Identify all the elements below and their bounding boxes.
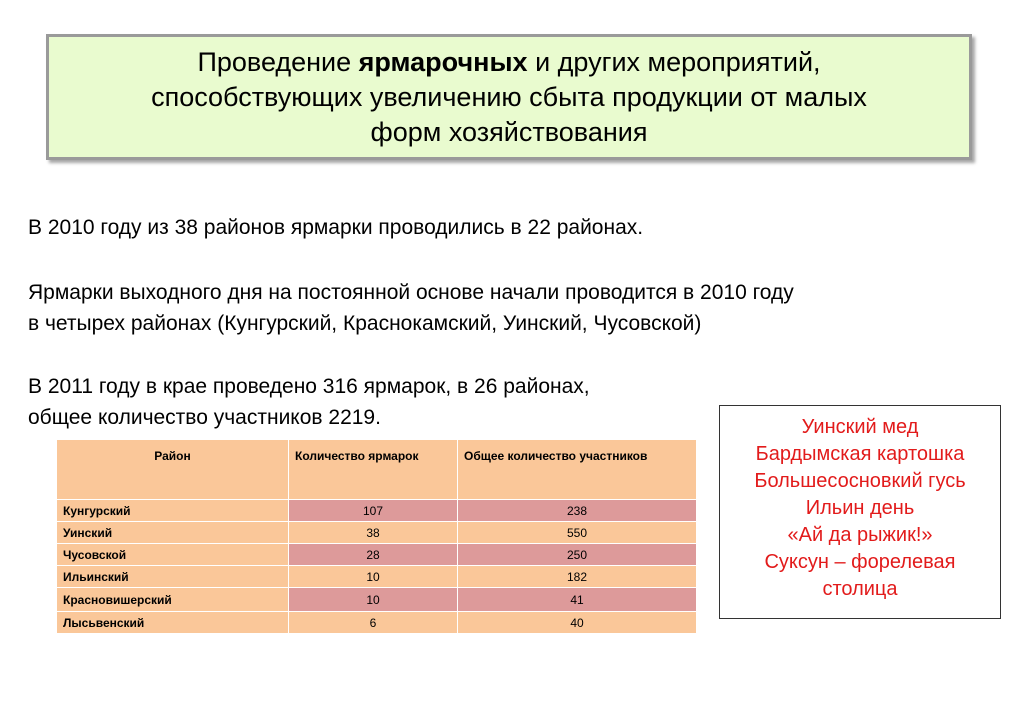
product-item: Большесосновкий гусь	[754, 470, 966, 492]
title-line-3: форм хозяйствования	[370, 116, 648, 147]
column-header-district: Район	[57, 440, 289, 500]
title-emphasis: ярмарочных	[358, 46, 528, 77]
table-row	[57, 522, 697, 544]
fairs-count-cell: 38	[289, 522, 458, 544]
product-item: Суксун – форелевая	[764, 551, 956, 573]
title-line-2: способствующих увеличению сбыта продукции от малых	[151, 81, 867, 112]
title-text: и других мероприятий,	[527, 46, 821, 77]
district-cell: Лысьвенский	[57, 612, 289, 634]
local-products-box	[719, 405, 1001, 619]
fairs-count-cell: 107	[289, 500, 458, 522]
paragraph-2011-fairs-line-1: В 2011 году в крае проведено 316 ярмарок, в 26 районах,	[28, 375, 590, 398]
participants-cell: 40	[458, 612, 697, 634]
column-header-participants: Общее количество участников	[458, 440, 697, 500]
product-item: Ильин день	[805, 497, 915, 519]
product-item: столица	[822, 578, 898, 600]
title-text: Проведение	[197, 46, 359, 77]
product-item: Бардымская картошка	[755, 443, 965, 465]
paragraph-weekend-fairs-line-2: в четырех районах (Кунгурский, Краснокамский, Уинский, Чусовской)	[28, 312, 702, 335]
fairs-count-cell: 10	[289, 588, 458, 612]
table-header-row	[57, 440, 697, 500]
district-cell: Красновишерский	[57, 588, 289, 612]
table-row	[57, 588, 697, 612]
district-cell: Ильинский	[57, 566, 289, 588]
fairs-count-cell: 6	[289, 612, 458, 634]
participants-cell: 250	[458, 544, 697, 566]
district-cell: Уинский	[57, 522, 289, 544]
title-line-1	[197, 45, 820, 80]
table-row	[57, 544, 697, 566]
participants-cell: 550	[458, 522, 697, 544]
district-cell: Чусовской	[57, 544, 289, 566]
product-item: «Ай да рыжик!»	[787, 524, 933, 546]
participants-cell: 238	[458, 500, 697, 522]
fairs-count-cell: 28	[289, 544, 458, 566]
slide-title	[46, 34, 972, 160]
paragraph-2010-districts: В 2010 году из 38 районов ярмарки проводились в 22 районах.	[28, 216, 644, 239]
paragraph-2011-fairs-line-2: общее количество участников 2219.	[28, 406, 381, 429]
district-cell: Кунгурский	[57, 500, 289, 522]
paragraph-weekend-fairs-line-1: Ярмарки выходного дня на постоянной основе начали проводится в 2010 году	[28, 281, 794, 304]
table-row	[57, 500, 697, 522]
table-row	[57, 612, 697, 634]
fairs-table	[56, 439, 697, 634]
column-header-fairs-count: Количество ярмарок	[289, 440, 458, 500]
fairs-count-cell: 10	[289, 566, 458, 588]
table-row	[57, 566, 697, 588]
participants-cell: 182	[458, 566, 697, 588]
product-item: Уинский мед	[801, 416, 919, 438]
participants-cell: 41	[458, 588, 697, 612]
